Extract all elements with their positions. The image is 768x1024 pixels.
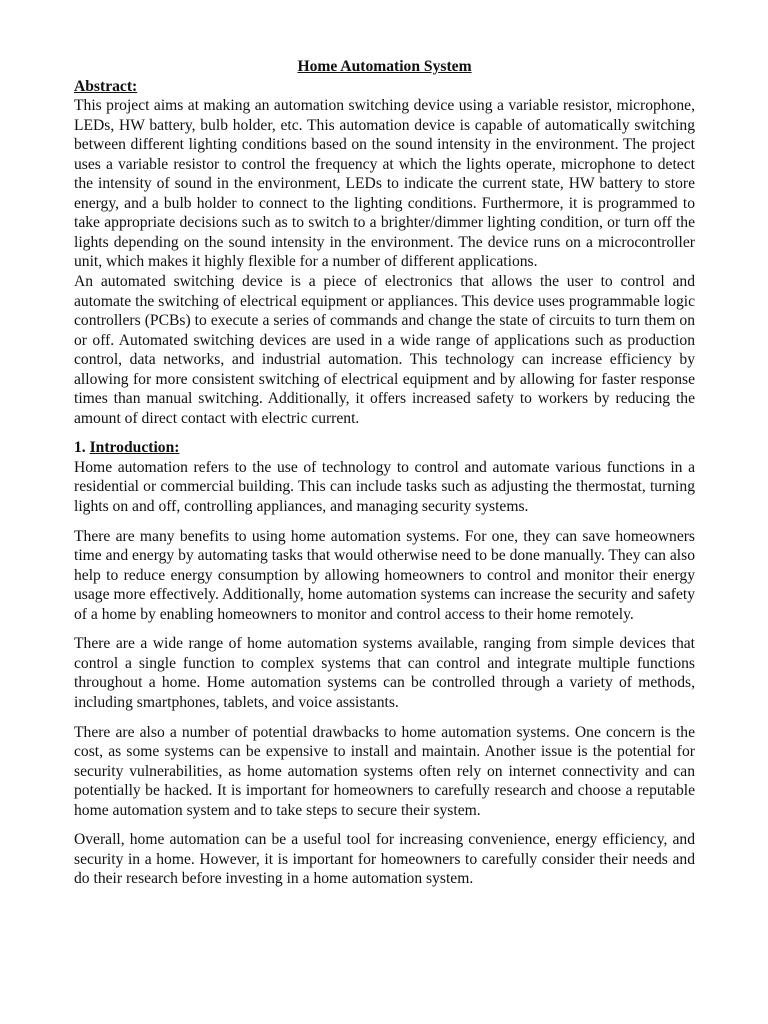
abstract-paragraph: An automated switching device is a piece of electronics that allows the user to control and automate the switching of electrical equipment or appliances. This device uses programmable logic controllers (PCBs) to execute a series of commands and change the state of circuits to turn them on or off. Automated switching devices are used in a wide range of applications such as production control, data networks, and industrial automation. This technology can increase efficiency by allowing for more consistent switching of electrical equipment and by allowing for faster response times than manual switching. Additionally, it offers increased safety to workers by reducing the amount of direct contact with electric current.	[74, 273, 695, 427]
introduction-paragraph: There are also a number of potential drawbacks to home automation systems. One concern is the cost, as some systems can be expensive to install and maintain. Another issue is the potential for security vulnerabilities, as home automation systems often rely on internet connectivity and can potentially be hacked. It is important for homeowners to carefully research and choose a reputable home automation system and to take steps to secure their system.	[74, 723, 695, 819]
introduction-heading-label: Introduction:	[89, 439, 180, 457]
abstract-heading	[74, 77, 695, 97]
introduction-paragraph: Overall, home automation can be a useful tool for increasing convenience, energy efficiency, and security in a home. However, it is important for homeowners to carefully consider their needs and do their research before investing in a home automation system.	[74, 831, 695, 888]
document-page	[74, 57, 695, 889]
section-number: 1.	[74, 439, 86, 457]
document-title: Home Automation System	[297, 58, 472, 75]
abstract-paragraph: This project aims at making an automation switching device using a variable resistor, microphone, LEDs, HW battery, bulb holder, etc. This automation device is capable of automatically switching between different lighting conditions based on the sound intensity in the environment. The project uses a variable resistor to control the frequency at which the lights operate, microphone to detect the intensity of sound in the environment, LEDs to indicate the current state, HW battery to store energy, and a bulb holder to connect to the lighting conditions. Furthermore, it is programmed to take appropriate decisions such as to switch to a brighter/dimmer lighting condition, or turn off the lights depending on the sound intensity in the environment. The device runs on a microcontroller unit, which makes it highly flexible for a number of different applications.	[74, 97, 695, 271]
introduction-paragraph: Home automation refers to the use of technology to control and automate various functions in a residential or commercial building. This can include tasks such as adjusting the thermostat, turning lights on and off, controlling appliances, and managing security systems.	[74, 458, 695, 516]
introduction-paragraph: There are a wide range of home automation systems available, ranging from simple devices that control a single function to complex systems that can control and integrate multiple functions throughout a home. Home automation systems can be controlled through a variety of methods, including smartphones, tablets, and voice assistants.	[74, 635, 695, 711]
abstract-heading-label: Abstract:	[74, 77, 138, 95]
introduction-heading	[74, 438, 695, 458]
introduction-paragraph: There are many benefits to using home automation systems. For one, they can save homeowners time and energy by automating tasks that would otherwise need to be done manually. They can also help to reduce energy consumption by allowing homeowners to control and monitor their energy usage more effectively. Additionally, home automation systems can increase the security and safety of a home by enabling homeowners to monitor and control access to their home remotely.	[74, 527, 695, 623]
